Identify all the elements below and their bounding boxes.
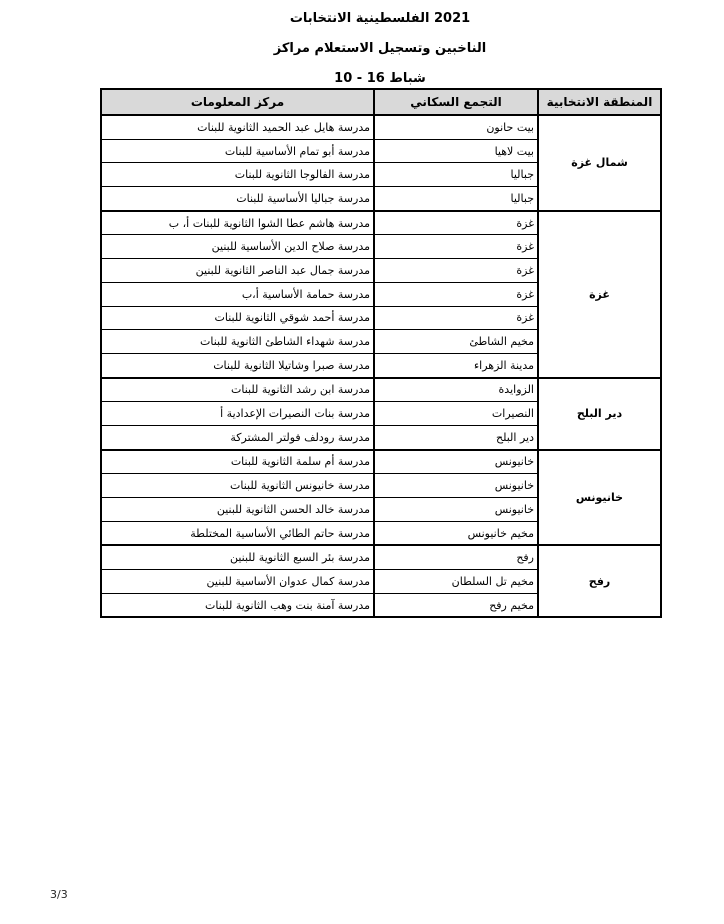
population-community-cell: مخيم تل السلطان: [374, 570, 538, 594]
page-number: 3/3: [50, 888, 68, 901]
information-center-cell: مدرسة صلاح الدين الأساسية للبنين: [101, 235, 374, 259]
information-center-cell: مدرسة كمال عدوان الأساسية للبنين: [101, 570, 374, 594]
information-center-cell: مدرسة أحمد شوقي الثانوية للبنات: [101, 306, 374, 330]
population-community-cell: مدينة الزهراء: [374, 353, 538, 377]
title-word: شباط: [389, 71, 426, 86]
title-word: الفلسطينية: [355, 11, 430, 26]
title-word: الناخبين: [435, 41, 487, 56]
title-word: مراكز: [273, 41, 310, 56]
information-center-cell: مدرسة حاتم الطائي الأساسية المختلطة: [101, 521, 374, 545]
information-center-cell: مدرسة ابن رشد الثانوية للبنات: [101, 378, 374, 402]
information-center-cell: مدرسة صبرا وشاتيلا الثانوية للبنات: [101, 353, 374, 377]
information-center-cell: مدرسة خالد الحسن الثانوية للبنين: [101, 498, 374, 522]
population-community-cell: خانيونس: [374, 474, 538, 498]
information-center-cell: مدرسة هاشم عطا الشوا الثانوية للبنات أ، ب: [101, 211, 374, 235]
population-community-cell: غزة: [374, 235, 538, 259]
table-row: [101, 115, 661, 139]
information-center-cell: مدرسة هايل عبد الحميد الثانوية للبنات: [101, 115, 374, 139]
population-community-cell: جباليا: [374, 187, 538, 211]
page-subtitle: [100, 34, 660, 64]
information-center-cell: مدرسة رودلف فولتر المشتركة: [101, 425, 374, 449]
title-word: وتسجيل: [378, 41, 431, 56]
table-body: [101, 115, 661, 617]
electoral-district-cell: رفح: [538, 545, 661, 617]
information-center-cell: مدرسة جباليا الأساسية للبنات: [101, 187, 374, 211]
title-word: الاستعلام: [314, 41, 374, 56]
population-community-cell: مخيم خانيونس: [374, 521, 538, 545]
information-center-cell: مدرسة الفالوجا الثانوية للبنات: [101, 163, 374, 187]
information-center-cell: مدرسة بئر السبع الثانوية للبنين: [101, 545, 374, 569]
document-titles: [100, 4, 660, 94]
population-community-cell: مخيم رفح: [374, 593, 538, 617]
population-community-cell: جباليا: [374, 163, 538, 187]
header-electoral-district: المنطقة الانتخابية: [538, 89, 661, 115]
population-community-cell: الزوايدة: [374, 378, 538, 402]
table-row: [101, 545, 661, 569]
registration-centers-table: [100, 88, 662, 618]
population-community-cell: خانيونس: [374, 498, 538, 522]
population-community-cell: غزة: [374, 306, 538, 330]
title-word: 10: [334, 71, 353, 86]
population-community-cell: خانيونس: [374, 450, 538, 474]
electoral-district-cell: شمال غزة: [538, 115, 661, 211]
population-community-cell: بيت لاهيا: [374, 139, 538, 163]
table-row: [101, 211, 661, 235]
information-center-cell: مدرسة خانيونس الثانوية للبنات: [101, 474, 374, 498]
population-community-cell: غزة: [374, 259, 538, 283]
title-word: 2021: [433, 11, 471, 26]
population-community-cell: النصيرات: [374, 402, 538, 426]
population-community-cell: دير البلح: [374, 425, 538, 449]
electoral-district-cell: دير البلح: [538, 378, 661, 450]
table-header-row: [101, 89, 661, 115]
population-community-cell: غزة: [374, 211, 538, 235]
title-word: -: [356, 71, 363, 86]
header-population-community: التجمع السكاني: [374, 89, 538, 115]
information-center-cell: مدرسة أبو تمام الأساسية للبنات: [101, 139, 374, 163]
title-word: الانتخابات: [289, 11, 352, 26]
information-center-cell: مدرسة حمامة الأساسية أ،ب: [101, 282, 374, 306]
information-center-cell: مدرسة أم سلمة الثانوية للبنات: [101, 450, 374, 474]
table-row: [101, 378, 661, 402]
header-information-center: مركز المعلومات: [101, 89, 374, 115]
page-title: [100, 4, 660, 34]
information-center-cell: مدرسة شهداء الشاطئ الثانوية للبنات: [101, 330, 374, 354]
information-center-cell: مدرسة جمال عبد الناصر الثانوية للبنين: [101, 259, 374, 283]
information-center-cell: مدرسة آمنة بنت وهب الثانوية للبنات: [101, 593, 374, 617]
population-community-cell: رفح: [374, 545, 538, 569]
electoral-district-cell: خانيونس: [538, 450, 661, 546]
population-community-cell: بيت حانون: [374, 115, 538, 139]
population-community-cell: غزة: [374, 282, 538, 306]
information-center-cell: مدرسة بنات النصيرات الإعدادية أ: [101, 402, 374, 426]
table-row: [101, 450, 661, 474]
population-community-cell: مخيم الشاطئ: [374, 330, 538, 354]
title-word: 16: [366, 71, 385, 86]
electoral-district-cell: غزة: [538, 211, 661, 378]
